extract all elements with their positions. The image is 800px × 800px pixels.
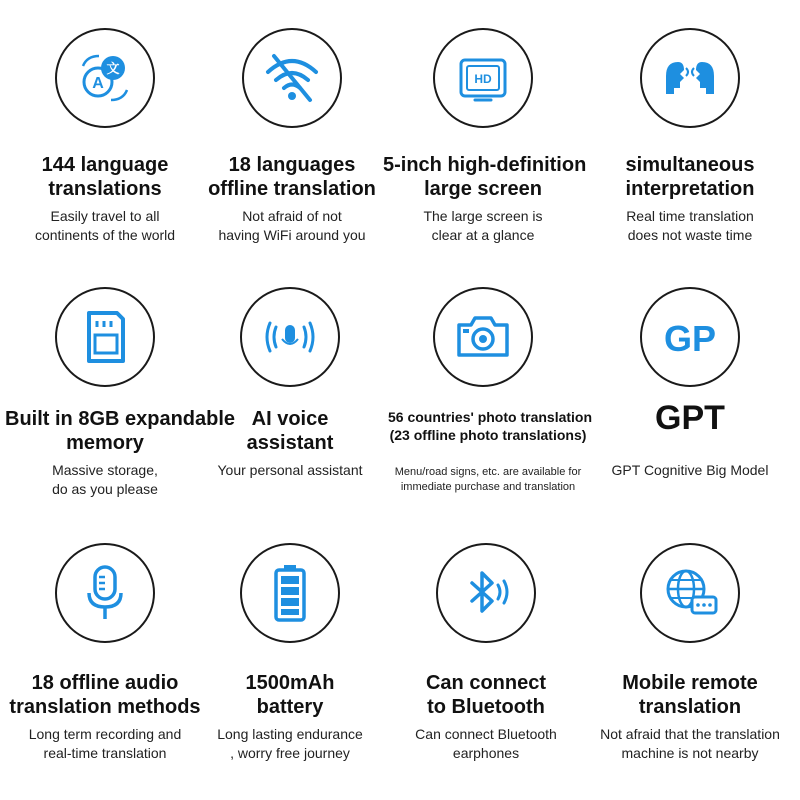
feature-description: Real time translation does not waste time xyxy=(626,208,754,243)
camera-icon xyxy=(451,305,515,369)
feature-cell xyxy=(590,28,790,258)
icon-circle xyxy=(240,543,340,643)
feature-description: Long term recording and real-time translation xyxy=(28,726,182,761)
feature-title: Can connect to Bluetooth xyxy=(425,672,547,718)
icon-circle xyxy=(242,28,342,128)
sd-card-icon xyxy=(73,305,137,369)
feature-title: 56 countries' photo translation (23 offline photo translations) xyxy=(388,409,593,443)
feature-cell xyxy=(5,287,236,507)
icon-circle xyxy=(433,28,533,128)
feature-description: Easily travel to all continents of the world xyxy=(34,208,176,243)
feature-cell xyxy=(590,287,790,507)
feature-cell xyxy=(5,543,205,773)
feature-title: 5-inch high-definition large screen xyxy=(383,154,587,200)
feature-cell xyxy=(192,28,392,258)
wifi-off-icon xyxy=(260,46,324,110)
feature-cell xyxy=(386,543,586,773)
feature-description: Your personal assistant xyxy=(217,462,363,478)
feature-cell xyxy=(590,543,790,773)
gpt-icon xyxy=(658,305,722,369)
icon-circle xyxy=(436,543,536,643)
svg-text:文: 文 xyxy=(106,62,120,77)
feature-description: Massive storage, do as you please xyxy=(52,462,158,497)
globe-chat-icon xyxy=(658,561,722,625)
svg-text:A: A xyxy=(92,75,104,92)
feature-title: Built in 8GB expandable memory xyxy=(5,408,236,454)
feature-title: 144 language translations xyxy=(41,154,169,200)
feature-cell xyxy=(388,287,593,507)
feature-title: 18 offline audio translation methods xyxy=(9,672,201,718)
hd-screen-icon xyxy=(451,46,515,110)
translate-icon xyxy=(73,46,137,110)
interpretation-icon xyxy=(658,46,722,110)
feature-title: 18 languages offline translation xyxy=(208,154,376,200)
feature-description: Not afraid of not having WiFi around you xyxy=(218,208,366,243)
icon-circle xyxy=(433,287,533,387)
feature-description: Menu/road signs, etc. are available for immediate purchase and translation xyxy=(394,466,582,493)
feature-description: Long lasting endurance , worry free journey xyxy=(217,726,363,761)
feature-title: simultaneous interpretation xyxy=(625,154,755,200)
svg-text:HD: HD xyxy=(474,72,492,86)
icon-circle xyxy=(55,28,155,128)
microphone-icon xyxy=(73,561,137,625)
feature-description: Can connect Bluetooth earphones xyxy=(415,726,557,761)
icon-circle xyxy=(640,287,740,387)
feature-title: AI voice assistant xyxy=(246,408,334,454)
feature-cell xyxy=(190,287,390,507)
icon-circle xyxy=(640,28,740,128)
feature-title: GPT xyxy=(655,399,725,437)
battery-icon xyxy=(258,561,322,625)
feature-description: Not afraid that the translation machine is not nearby xyxy=(600,726,780,761)
feature-title: Mobile remote translation xyxy=(622,672,758,718)
voice-assistant-icon xyxy=(258,305,322,369)
bluetooth-icon xyxy=(454,561,518,625)
svg-text:GP: GP xyxy=(663,318,717,359)
feature-cell xyxy=(190,543,390,773)
feature-description: The large screen is clear at a glance xyxy=(423,208,543,243)
icon-circle xyxy=(240,287,340,387)
icon-circle xyxy=(55,287,155,387)
icon-circle xyxy=(55,543,155,643)
feature-cell xyxy=(5,28,205,258)
feature-cell xyxy=(383,28,587,258)
feature-description: GPT Cognitive Big Model xyxy=(611,462,769,478)
feature-title: 1500mAh battery xyxy=(245,672,335,718)
icon-circle xyxy=(640,543,740,643)
